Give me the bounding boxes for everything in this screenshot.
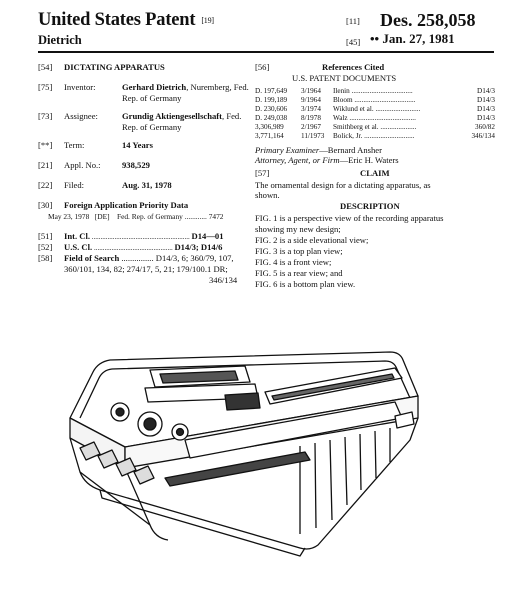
primary-examiner: Primary Examiner—Bernard Ansher	[255, 145, 382, 155]
assignee-country: Rep. of Germany	[122, 122, 182, 132]
reference-date: 11/1973	[301, 132, 325, 140]
description-line: FIG. 6 is a bottom plan view.	[255, 279, 356, 289]
claim-line-2: shown.	[255, 190, 280, 200]
inventor-country: Rep. of Germany	[122, 93, 182, 103]
reference-name: Bloom ..................................	[333, 96, 416, 104]
field-of-search-line3: 346/134	[209, 275, 238, 285]
patent-number-code: [11]	[346, 16, 360, 26]
reference-num: 3,771,164	[255, 132, 284, 140]
field-of-search: [58] Field of Search ............... D14/3, 6; 360/79, 107,	[38, 253, 234, 263]
attorney: Attorney, Agent, or Firm—Eric H. Waters	[255, 155, 399, 165]
us-cl-field: [52] U.S. Cl. ............................................. D14/3; D14/6	[38, 242, 223, 252]
reference-num: 3,306,989	[255, 123, 284, 131]
refs-code: [56]	[255, 62, 270, 72]
reference-cls: D14/3	[477, 87, 495, 95]
priority-heading: [30] Foreign Application Priority Data	[38, 200, 189, 210]
appl-no-field: [21] Appl. No.: 938,529	[38, 160, 150, 170]
refs-heading: References Cited	[322, 62, 385, 72]
reference-date: 3/1964	[301, 87, 321, 95]
reference-cls: D14/3	[477, 114, 495, 122]
reference-name: Wiklund et al. .........................	[333, 105, 421, 113]
inventor-field: [75] Inventor: Gerhard Dietrich, Nuremberg, Fed.	[38, 82, 249, 92]
title-field: [54] DICTATING APPARATUS	[38, 62, 165, 72]
description-line: FIG. 4 is a front view;	[255, 257, 332, 267]
term-field: [**] Term: 14 Years	[38, 140, 153, 150]
reference-cls: 346/134	[471, 132, 495, 140]
reference-name: Bolick, Jr. ............................	[333, 132, 415, 140]
reference-date: 9/1964	[301, 96, 321, 104]
reference-num: D. 199,189	[255, 96, 288, 104]
reference-name: Smithberg et al. ....................	[333, 123, 417, 131]
priority-row: May 23, 1978 [DE] Fed. Rep. of Germany ............ 7472	[48, 212, 224, 221]
description-line: FIG. 2 is a side elevational view;	[255, 235, 369, 245]
description-line: showing my new design;	[255, 224, 341, 234]
inventor-surname: Dietrich	[38, 33, 82, 47]
int-cl-field: [51] Int. Cl. ........................................................ D14—01	[38, 231, 224, 241]
claim-code: [57]	[255, 168, 270, 178]
reference-date: 2/1967	[301, 123, 321, 131]
reference-name: Walz .....................................	[333, 114, 416, 122]
reference-num: D. 249,038	[255, 114, 288, 122]
document-title: United States Patent [19]	[38, 10, 214, 30]
reference-cls: D14/3	[477, 105, 495, 113]
description-line: FIG. 1 is a perspective view of the recording apparatus	[255, 213, 444, 223]
assignee-field: [73] Assignee: Grundig Aktiengesellschaft, Fed.	[38, 111, 242, 121]
reference-name: Ilenin ..................................	[333, 87, 413, 95]
description-line: FIG. 5 is a rear view; and	[255, 268, 343, 278]
reference-num: D. 197,649	[255, 87, 288, 95]
filed-field: [22] Filed: Aug. 31, 1978	[38, 180, 172, 190]
claim-line-1: The ornamental design for a dictating apparatus, as	[255, 180, 431, 190]
field-of-search-line2: 360/101, 134, 82; 274/17, 5, 21; 179/100.1 DR;	[64, 264, 228, 274]
reference-cls: D14/3	[477, 96, 495, 104]
refs-subheading: U.S. PATENT DOCUMENTS	[292, 73, 397, 83]
patent-number: Des. 258,058	[380, 10, 476, 30]
reference-num: D. 230,606	[255, 105, 288, 113]
reference-date: 3/1974	[301, 105, 321, 113]
description-line: FIG. 3 is a top plan view;	[255, 246, 343, 256]
patent-date: •• Jan. 27, 1981	[370, 31, 455, 46]
claim-heading: CLAIM	[360, 168, 390, 178]
date-code: [45]	[346, 37, 361, 47]
description-heading: DESCRIPTION	[340, 201, 400, 211]
reference-cls: 360/82	[475, 123, 495, 131]
reference-date: 8/1978	[301, 114, 321, 122]
